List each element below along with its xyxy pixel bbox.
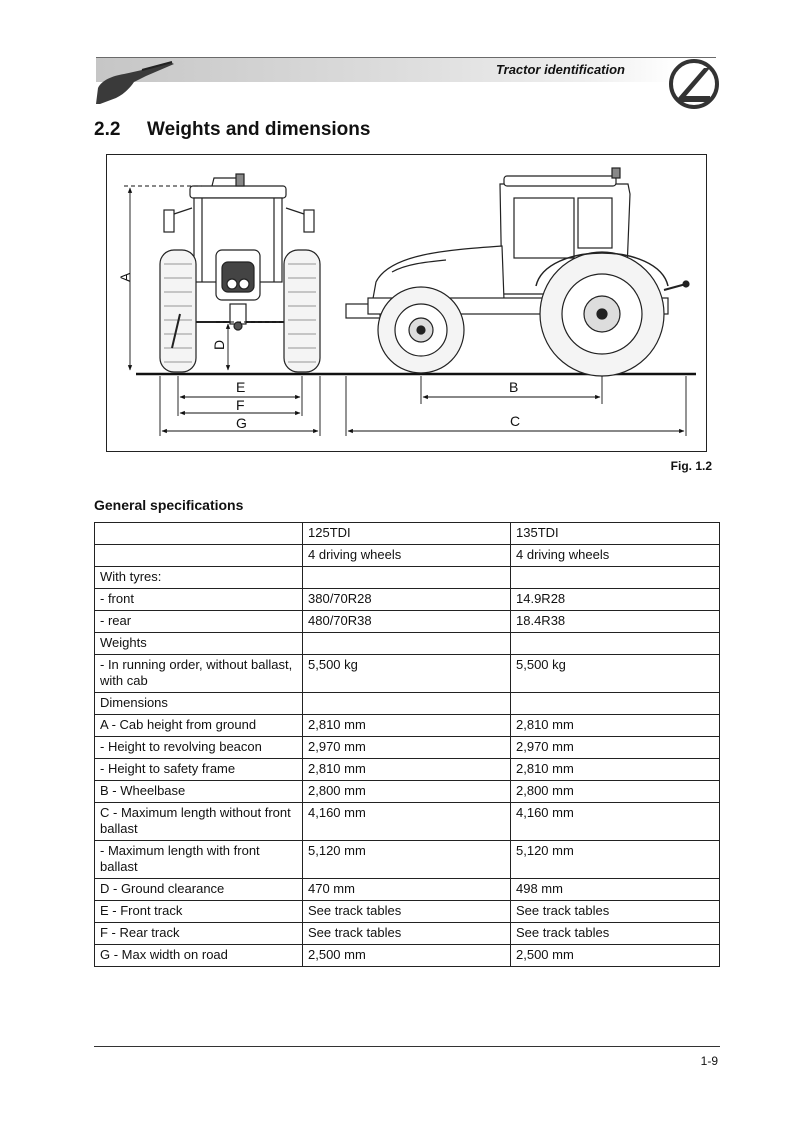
table-cell: - Maximum length with front ballast: [95, 841, 303, 879]
table-cell: E - Front track: [95, 901, 303, 923]
table-cell: - Height to safety frame: [95, 759, 303, 781]
table-cell: [95, 523, 303, 545]
table-cell: - front: [95, 589, 303, 611]
section-title: Weights and dimensions: [147, 119, 371, 140]
table-cell: 2,810 mm: [303, 759, 511, 781]
table-row: [95, 611, 720, 633]
table-cell: See track tables: [511, 901, 720, 923]
table-cell: 5,120 mm: [511, 841, 720, 879]
table-cell: 2,970 mm: [511, 737, 720, 759]
table-cell: F - Rear track: [95, 923, 303, 945]
table-cell: 4,160 mm: [511, 803, 720, 841]
table-row: [95, 633, 720, 655]
table-row: [95, 589, 720, 611]
table-row: [95, 655, 720, 693]
label-g: G: [236, 415, 247, 431]
table-row: [95, 567, 720, 589]
table-cell: 5,500 kg: [511, 655, 720, 693]
table-row: [95, 803, 720, 841]
header-title: Tractor identification: [495, 62, 625, 77]
table-cell: Weights: [95, 633, 303, 655]
table-cell: [303, 633, 511, 655]
table-cell: - Height to revolving beacon: [95, 737, 303, 759]
header-rule: [96, 57, 716, 58]
table-row: [95, 545, 720, 567]
tractor-rear-view: [160, 174, 320, 372]
table-cell: 14.9R28: [511, 589, 720, 611]
table-row: [95, 901, 720, 923]
table-row: [95, 693, 720, 715]
table-cell: B - Wheelbase: [95, 781, 303, 803]
table-cell: [511, 693, 720, 715]
label-f: F: [236, 397, 245, 413]
table-cell: 4,160 mm: [303, 803, 511, 841]
table-row: [95, 879, 720, 901]
figure-caption: Fig. 1.2: [670, 459, 712, 473]
table-cell: 5,120 mm: [303, 841, 511, 879]
table-row: [95, 923, 720, 945]
table-cell: 135TDI: [511, 523, 720, 545]
table-cell: C - Maximum length without front ballast: [95, 803, 303, 841]
table-cell: 2,500 mm: [511, 945, 720, 967]
pointing-hand-icon: [90, 58, 182, 106]
label-c: C: [510, 413, 521, 429]
table-cell: 2,810 mm: [511, 759, 720, 781]
table-row: [95, 523, 720, 545]
table-cell: A - Cab height from ground: [95, 715, 303, 737]
tractor-dimensions-drawing: [106, 154, 707, 452]
table-cell: 2,810 mm: [303, 715, 511, 737]
table-cell: 2,800 mm: [511, 781, 720, 803]
label-e: E: [236, 379, 246, 395]
table-cell: - rear: [95, 611, 303, 633]
table-cell: [303, 693, 511, 715]
table-cell: See track tables: [511, 923, 720, 945]
table-cell: With tyres:: [95, 567, 303, 589]
table-row: [95, 945, 720, 967]
label-b: B: [509, 379, 519, 395]
table-cell: D - Ground clearance: [95, 879, 303, 901]
table-cell: 4 driving wheels: [303, 545, 511, 567]
specs-heading: General specifications: [94, 497, 244, 513]
table-cell: 2,970 mm: [303, 737, 511, 759]
table-row: [95, 759, 720, 781]
table-cell: 18.4R38: [511, 611, 720, 633]
table-cell: - In running order, without ballast, with cab: [95, 655, 303, 693]
table-cell: 125TDI: [303, 523, 511, 545]
table-cell: See track tables: [303, 923, 511, 945]
table-cell: [95, 545, 303, 567]
label-a: A: [117, 272, 133, 282]
table-cell: See track tables: [303, 901, 511, 923]
table-cell: 498 mm: [511, 879, 720, 901]
table-row: [95, 715, 720, 737]
table-cell: 2,500 mm: [303, 945, 511, 967]
table-row: [95, 737, 720, 759]
footer-rule: [94, 1046, 720, 1047]
table-cell: G - Max width on road: [95, 945, 303, 967]
brand-logo-icon: [668, 58, 720, 110]
label-d: D: [211, 339, 227, 350]
table-row: [95, 841, 720, 879]
spec-table: [94, 522, 720, 967]
table-cell: 2,800 mm: [303, 781, 511, 803]
table-cell: [511, 633, 720, 655]
page-number: 1-9: [700, 1054, 718, 1068]
tractor-side-view: [346, 168, 689, 376]
table-cell: [303, 567, 511, 589]
table-cell: Dimensions: [95, 693, 303, 715]
table-cell: 4 driving wheels: [511, 545, 720, 567]
table-cell: [511, 567, 720, 589]
table-cell: 2,810 mm: [511, 715, 720, 737]
table-cell: 470 mm: [303, 879, 511, 901]
table-cell: 480/70R38: [303, 611, 511, 633]
table-cell: 380/70R28: [303, 589, 511, 611]
section-number: 2.2: [94, 119, 121, 140]
table-cell: 5,500 kg: [303, 655, 511, 693]
table-row: [95, 781, 720, 803]
